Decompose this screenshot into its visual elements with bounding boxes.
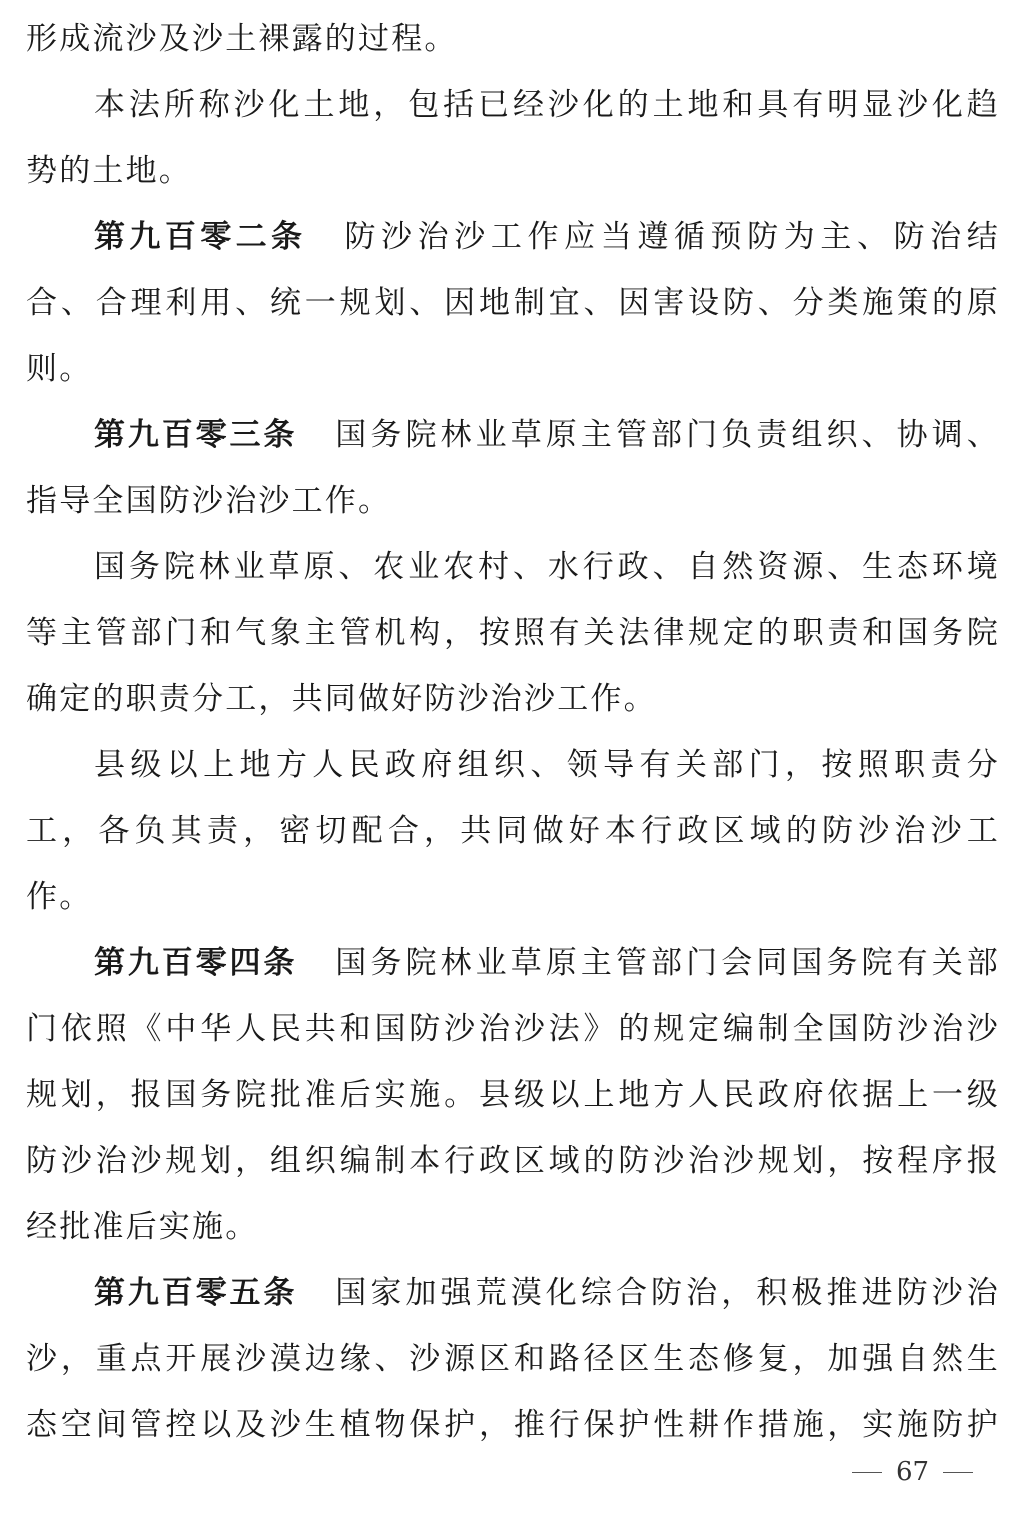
page-footer <box>852 1452 973 1492</box>
text-line: 沙，重点开展沙漠边缘、沙源区和路径区生态修复，加强自然生 <box>26 1341 1000 1377</box>
text-line: 确定的职责分工，共同做好防沙治沙工作。 <box>26 681 657 717</box>
article-905: 第九百零五条 国家加强荒漠化综合防治，积极推进防沙治 <box>94 1275 1000 1311</box>
text-line: 经批准后实施。 <box>26 1209 259 1245</box>
text-line: 门依照《中华人民共和国防沙治沙法》的规定编制全国防沙治沙 <box>26 1011 1000 1047</box>
text-line: 工，各负其责，密切配合，共同做好本行政区域的防沙治沙工 <box>26 813 1000 849</box>
text-line: 势的土地。 <box>26 153 192 189</box>
text-line: 规划，报国务院批准后实施。县级以上地方人民政府依据上一级 <box>26 1077 1000 1113</box>
text-line: 等主管部门和气象主管机构，按照有关法律规定的职责和国务院 <box>26 615 1000 651</box>
paragraph-sandified-land: 本法所称沙化土地，包括已经沙化的土地和具有明显沙化趋 <box>94 87 1000 123</box>
article-903: 第九百零三条 国务院林业草原主管部门负责组织、协调、 <box>94 417 1000 453</box>
page-number: 67 <box>896 1457 930 1487</box>
article-label: 第九百零五条 <box>94 1275 298 1311</box>
article-label: 第九百零二条 <box>94 219 307 255</box>
article-904: 第九百零四条 国务院林业草原主管部门会同国务院有关部 <box>94 945 1000 981</box>
footer-dash-left <box>852 1472 882 1473</box>
article-label: 第九百零三条 <box>94 417 298 453</box>
text-line: 形成流沙及沙土裸露的过程。 <box>26 21 458 57</box>
article-label: 第九百零四条 <box>94 945 298 981</box>
footer-dash-right <box>943 1472 973 1473</box>
text-line: 指导全国防沙治沙工作。 <box>26 483 392 519</box>
text-line: 作。 <box>26 879 93 915</box>
paragraph-departments: 国务院林业草原、农业农村、水行政、自然资源、生态环境 <box>94 549 1000 585</box>
article-902: 第九百零二条 防沙治沙工作应当遵循预防为主、防治结 <box>94 219 1000 255</box>
text-line: 防沙治沙规划，组织编制本行政区域的防沙治沙规划，按程序报 <box>26 1143 1000 1179</box>
paragraph-local-government: 县级以上地方人民政府组织、领导有关部门，按照职责分 <box>94 747 1000 783</box>
text-line: 合、合理利用、统一规划、因地制宜、因害设防、分类施策的原 <box>26 285 1000 321</box>
text-line: 则。 <box>26 351 93 387</box>
text-line: 态空间管控以及沙生植物保护，推行保护性耕作措施，实施防护 <box>26 1407 1000 1443</box>
